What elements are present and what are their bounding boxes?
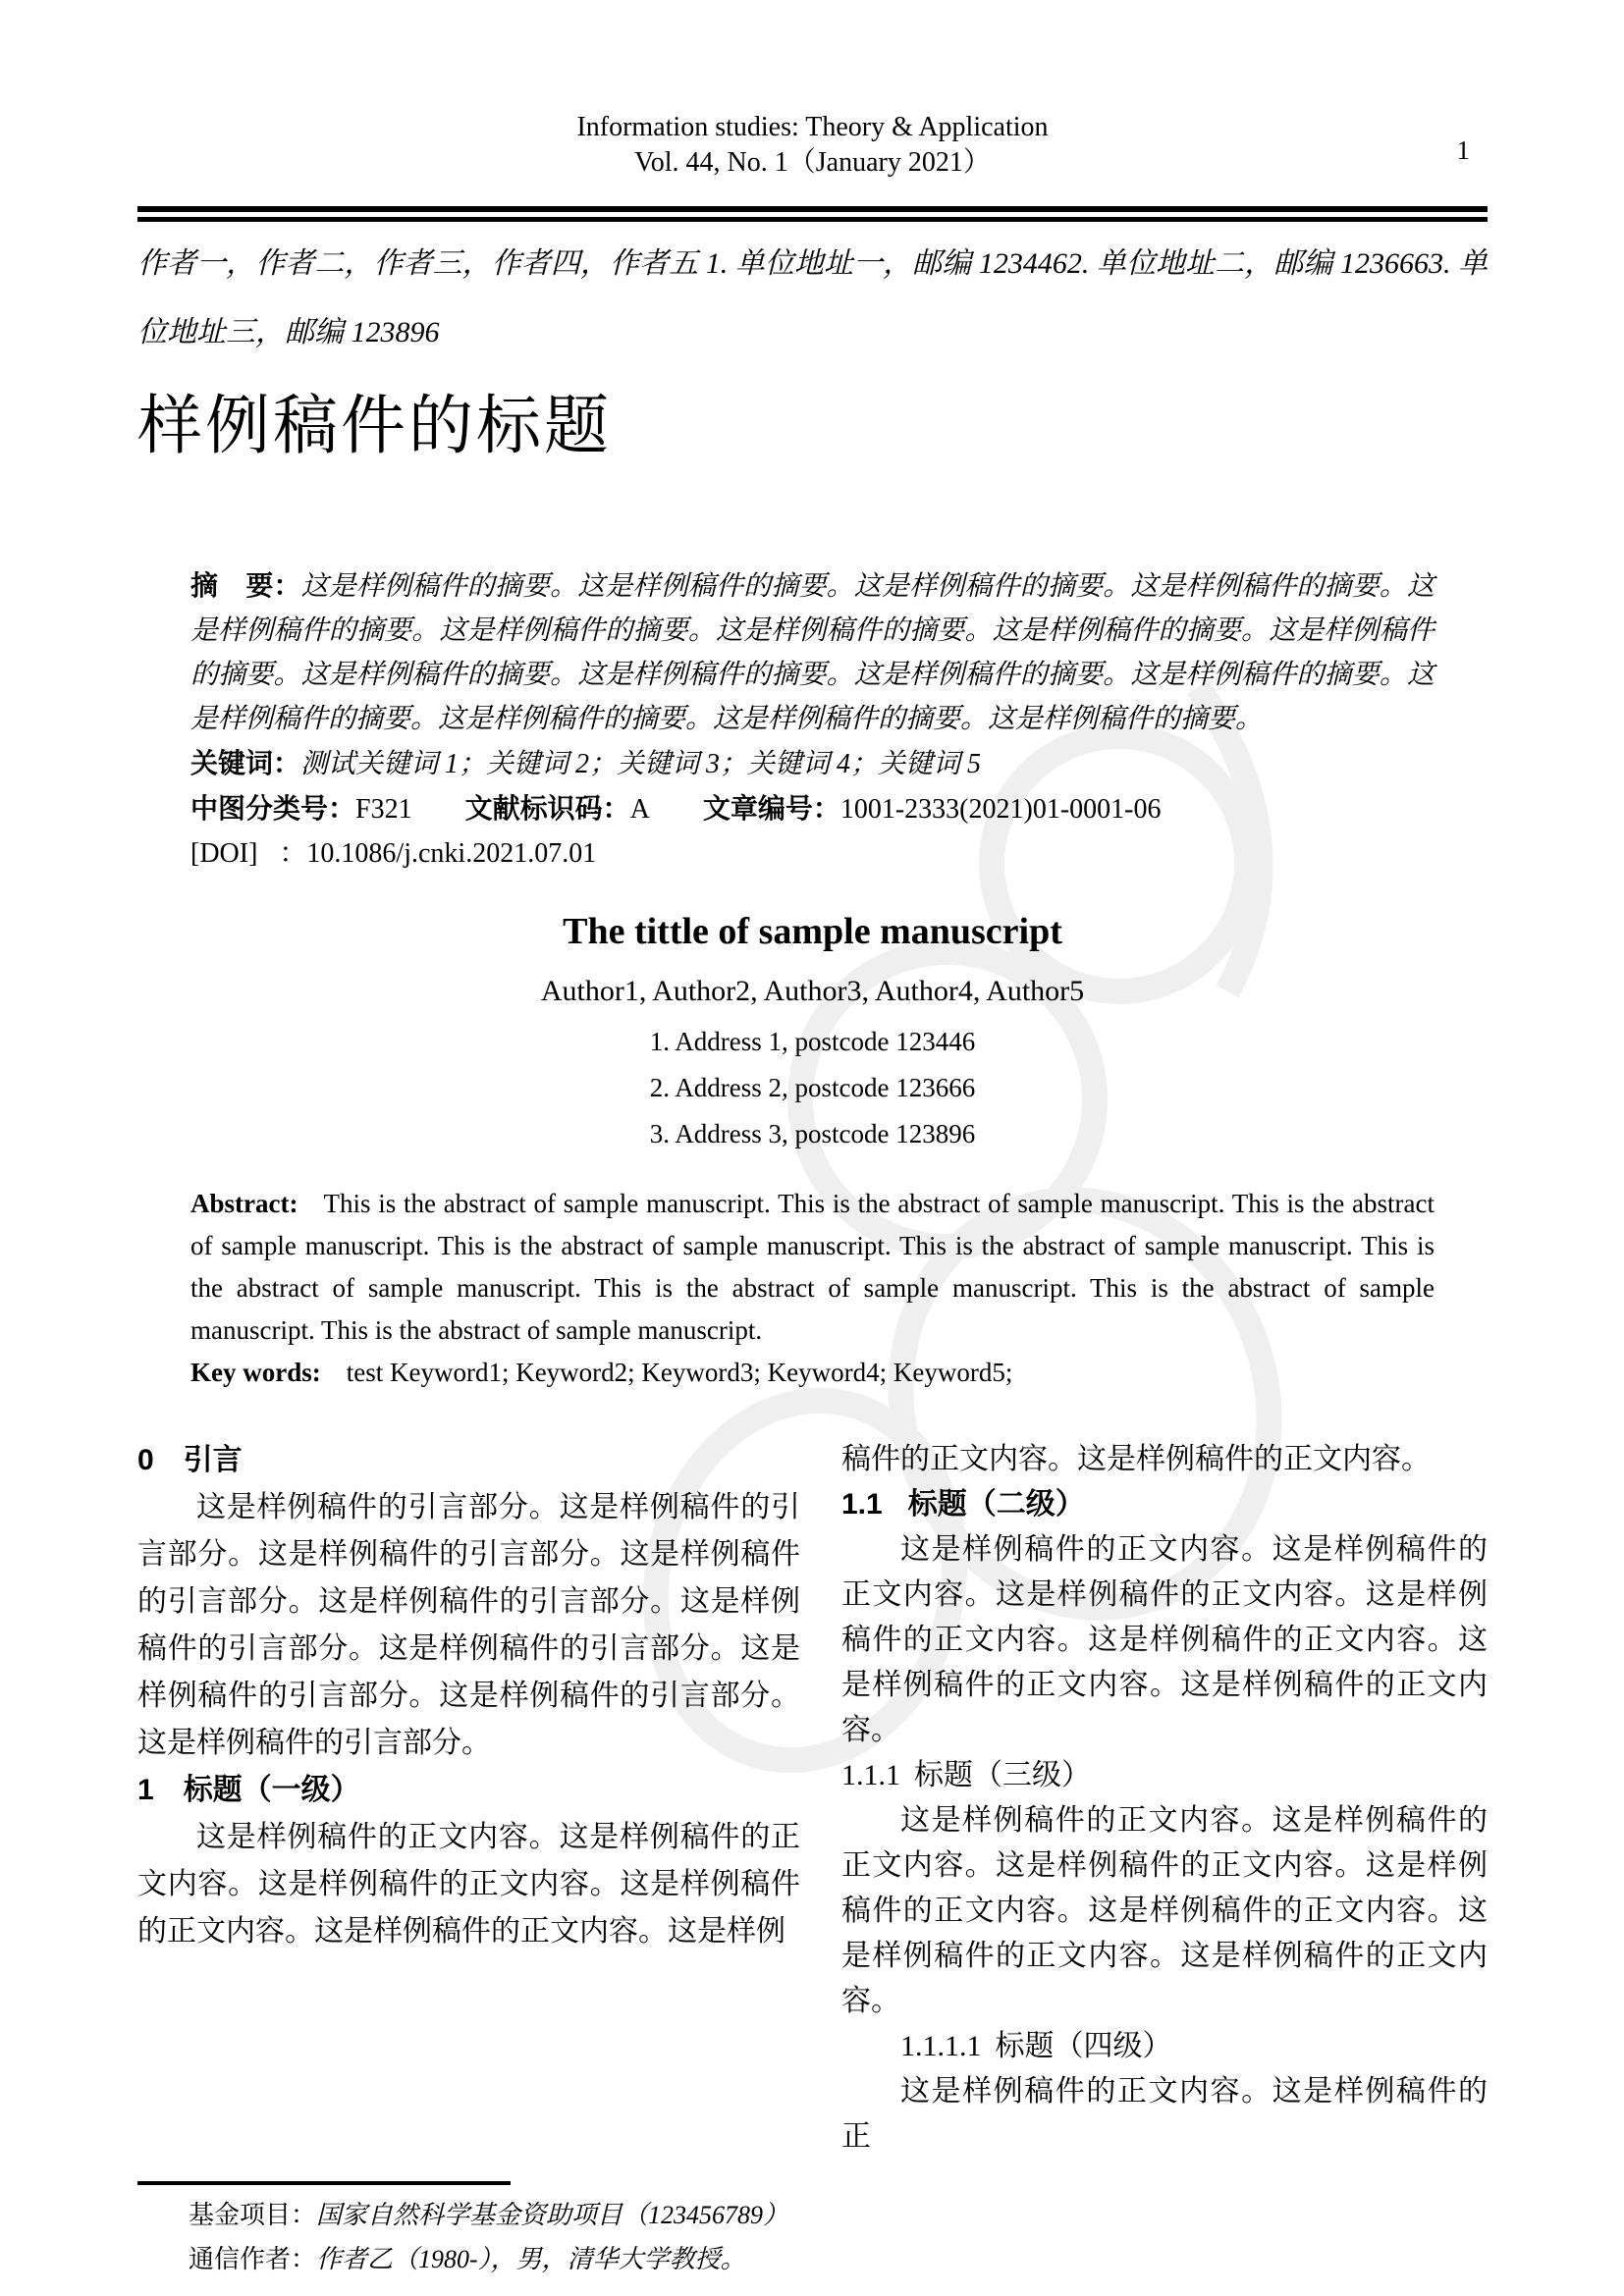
heading-level4 — [841, 2024, 1488, 2069]
heading-number: 1.1 — [841, 1488, 883, 1521]
heading-level3 — [841, 1753, 1488, 1798]
body-column-left — [137, 1437, 800, 2160]
page-number: 1 — [1456, 135, 1470, 165]
section1-paragraph-continued: 稿件的正文内容。这是样例稿件的正文内容。 — [841, 1443, 1431, 1475]
heading-number: 1.1.1 — [841, 1759, 900, 1791]
keywords-cn — [190, 741, 1435, 786]
intro-paragraph: 这是样例稿件的引言部分。这是样例稿件的引言部分。这是样例稿件的引言部分。这是样例稿件的引言部分。这是样例稿件的引言部分。这是样例稿件的引言部分。这是样例稿件的引言部分。这是样例稿件的引言部分。这是样例稿件的引言部分。这是样例稿件的引言部分。 — [137, 1491, 800, 1759]
keywords-en — [190, 1352, 1435, 1394]
doc-code-label: 文献标识码： — [464, 793, 630, 824]
fund-text: 国家自然科学基金资助项目（123456789） — [316, 2201, 789, 2229]
heading-text: 标题（一级） — [183, 1774, 360, 1806]
addresses-en — [137, 1019, 1488, 1157]
heading-level1 — [137, 1767, 800, 1814]
keywords-text-en: test Keyword1; Keyword2; Keyword3; Keyword4; Keyword5; — [346, 1358, 1013, 1387]
section1111-paragraph: 这是样例稿件的正文内容。这是样例稿件的正 — [841, 2075, 1488, 2153]
abstract-label-cn: 摘 要： — [190, 570, 301, 601]
keywords-label-en: Key words: — [190, 1358, 321, 1387]
heading-intro — [137, 1437, 800, 1484]
abstract-text-cn: 这是样例稿件的摘要。这是样例稿件的摘要。这是样例稿件的摘要。这是样例稿件的摘要。这是样例稿件的摘要。这是样例稿件的摘要。这是样例稿件的摘要。这是样例稿件的摘要。这是样例稿件的摘要。这是样例稿件的摘要。这是样例稿件的摘要。这是样例稿件的摘要。这是样例稿件的摘要。这是样例稿件的摘要。这是样例稿件的摘要。这是样例稿件的摘要。这是样例稿件的摘要。 — [190, 571, 1435, 734]
header-double-rule — [137, 206, 1488, 222]
chinese-meta-block — [190, 563, 1435, 876]
heading-text: 标题（四级） — [995, 2030, 1172, 2062]
fund-label: 基金项目： — [189, 2200, 317, 2229]
address-en: 3. Address 3, postcode 123896 — [649, 1119, 976, 1148]
body-column-right — [841, 1437, 1488, 2160]
doi-label: [DOI] — [190, 838, 258, 869]
content-area — [137, 0, 1488, 2281]
footnote-rule — [137, 2181, 511, 2185]
abstract-cn — [190, 563, 1435, 741]
footnote-block — [137, 2181, 1488, 2281]
doi-value: ：10.1086/j.cnki.2021.07.01 — [279, 838, 597, 869]
heading-number: 1.1.1.1 — [900, 2030, 982, 2062]
journal-title: Information studies: Theory & Application — [576, 112, 1049, 142]
authors-affiliations-cn: 作者一，作者二，作者三，作者四，作者五 1. 单位地址一，邮编 1234462. 单位地址二，邮编 1236663. 单位地址三，邮编 123896 — [137, 247, 1488, 348]
clc-value: F321 — [355, 794, 412, 825]
heading-number: 0 — [137, 1444, 154, 1476]
article-no-value: 1001-2333(2021)01-0001-06 — [839, 794, 1162, 825]
journal-issue: Vol. 44, No. 1（January 2021） — [634, 147, 991, 178]
article-title-en: The tittle of sample manuscript — [563, 911, 1062, 952]
heading-text: 标题（三级） — [914, 1759, 1091, 1791]
fund-project-line — [189, 2193, 1488, 2237]
article-no-label: 文章编号： — [702, 793, 840, 824]
address-en: 1. Address 1, postcode 123446 — [649, 1027, 976, 1056]
corresponding-author-label: 通信作者： — [189, 2244, 317, 2273]
corresponding-author-line — [189, 2237, 1488, 2281]
abstract-en — [190, 1183, 1435, 1352]
article-title-cn: 样例稿件的标题 — [137, 391, 612, 462]
section111-paragraph: 这是样例稿件的正文内容。这是样例稿件的正文内容。这是样例稿件的正文内容。这是样例稿件的正文内容。这是样例稿件的正文内容。这是样例稿件的正文内容。这是样例稿件的正文内容。 — [841, 1804, 1488, 2017]
heading-level2 — [841, 1482, 1488, 1527]
abstract-label-en: Abstract: — [190, 1189, 298, 1218]
corresponding-author-text: 作者乙（1980-），男，清华大学教授。 — [316, 2245, 746, 2273]
footnote-lines — [137, 2193, 1488, 2281]
address-en: 2. Address 2, postcode 123666 — [649, 1073, 976, 1102]
section11-paragraph: 这是样例稿件的正文内容。这是样例稿件的正文内容。这是样例稿件的正文内容。这是样例稿件的正文内容。这是样例稿件的正文内容。这是样例稿件的正文内容。这是样例稿件的正文内容。 — [841, 1533, 1488, 1746]
authors-en: Author1, Author2, Author3, Author4, Author5 — [540, 975, 1085, 1007]
heading-text: 引言 — [183, 1444, 243, 1476]
classification-line — [190, 786, 1435, 831]
running-head — [137, 0, 1488, 181]
body-columns — [137, 1437, 1488, 2160]
heading-number: 1 — [137, 1774, 154, 1806]
clc-label: 中图分类号： — [190, 793, 356, 824]
doc-code-value: A — [629, 794, 650, 825]
doi-line — [190, 831, 1435, 876]
section1-paragraph: 这是样例稿件的正文内容。这是样例稿件的正文内容。这是样例稿件的正文内容。这是样例稿件的正文内容。这是样例稿件的正文内容。这是样例 — [137, 1821, 800, 1948]
keywords-text-cn: 测试关键词 1；关键词 2；关键词 3；关键词 4；关键词 5 — [300, 749, 982, 779]
keywords-label-cn: 关键词： — [190, 748, 301, 778]
abstract-text-en: This is the abstract of sample manuscript. This is the abstract of sample manuscript. This is the abstract of sample manuscript. This is the abstract of sample manuscript. This is the abstract of sample manuscript. This is the abstract of sample manuscript. This is the abstract of sample manuscript. This is the abstract of sample manuscript. This is the abstract of sample manuscript. — [190, 1189, 1435, 1345]
heading-text: 标题（二级） — [907, 1488, 1085, 1521]
